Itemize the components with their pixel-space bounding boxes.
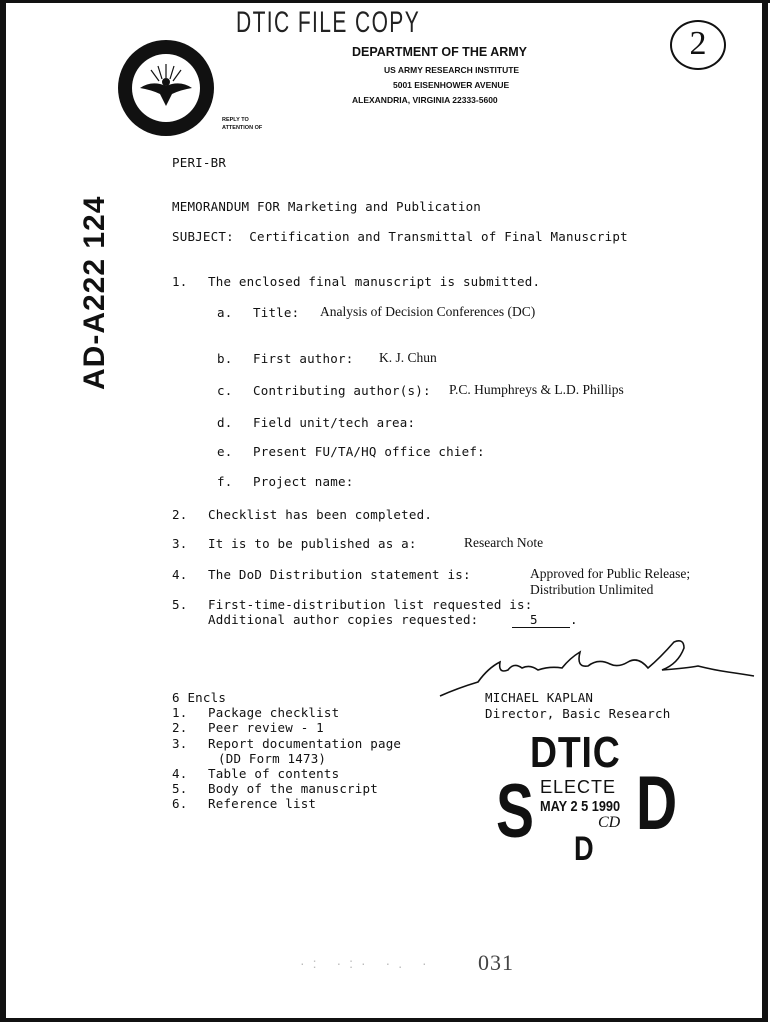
office-symbol: PERI-BR [172, 155, 227, 170]
dtic-stamp-letter-s: S [496, 769, 535, 854]
page-border-right [762, 0, 768, 1022]
dtic-stamp-title: DTIC [530, 728, 621, 777]
dtic-stamp-letter-d-bottom: D [574, 830, 594, 868]
item-b-letter: b. [217, 351, 233, 366]
enclosure-item: Body of the manuscript [208, 781, 378, 796]
item-3-text: It is to be published as a: [208, 536, 417, 551]
item-5-number: 5. [172, 597, 188, 612]
enclosure-num: 1. [172, 705, 188, 720]
eagle-icon [132, 54, 200, 122]
item-2-number: 2. [172, 507, 188, 522]
page-marker-circled: 2 [670, 20, 726, 70]
dod-seal-icon [118, 40, 214, 136]
enclosure-num: 5. [172, 781, 188, 796]
item-c-value: P.C. Humphreys & L.D. Phillips [449, 382, 624, 397]
reply-to-label: REPLY TO [222, 117, 249, 123]
enclosure-item: Report documentation page [208, 736, 402, 751]
letterhead-institute: US ARMY RESEARCH INSTITUTE [384, 65, 520, 75]
dtic-stamp-electe: ELECTE [540, 777, 617, 797]
item-5-copies-label: Additional author copies requested: [208, 612, 479, 627]
dtic-stamp-mark: CD [598, 814, 621, 831]
item-f-label: Project name: [253, 474, 354, 489]
enclosure-item: Table of contents [208, 766, 340, 781]
item-4-value-line2: Distribution Unlimited [530, 582, 654, 597]
signer-title: Director, Basic Research [485, 706, 671, 721]
item-e-letter: e. [217, 444, 233, 459]
item-5-text: First-time-distribution list requested is: [208, 597, 533, 612]
memo-for-line: MEMORANDUM FOR Marketing and Publication [172, 199, 482, 214]
enclosure-num: 4. [172, 766, 188, 781]
item-2-text: Checklist has been completed. [208, 507, 433, 522]
subject-line: SUBJECT: Certification and Transmittal of Final Manuscript [172, 229, 628, 244]
item-3-value: Research Note [464, 535, 544, 550]
item-4-number: 4. [172, 567, 188, 582]
footer-code: 031 [478, 950, 514, 975]
item-d-letter: d. [217, 415, 233, 430]
item-5-period: . [570, 612, 578, 627]
signer-name: MICHAEL KAPLAN [485, 690, 594, 705]
item-e-label: Present FU/TA/HQ office chief: [253, 444, 485, 459]
item-c-letter: c. [217, 383, 233, 398]
item-1-text: The enclosed final manuscript is submitted. [208, 274, 541, 289]
enclosure-num: 3. [172, 736, 188, 751]
enclosures-heading: 6 Encls [172, 690, 227, 705]
enclosure-num: 6. [172, 796, 188, 811]
letterhead-street: 5001 EISENHOWER AVENUE [393, 80, 510, 90]
attention-of-label: ATTENTION OF [222, 125, 263, 131]
letterhead-city: ALEXANDRIA, VIRGINIA 22333-5600 [352, 95, 498, 105]
enclosure-item: Reference list [208, 796, 317, 811]
enclosure-num: 2. [172, 720, 188, 735]
item-3-number: 3. [172, 536, 188, 551]
dtic-file-copy-stamp: DTIC FILE COPY [236, 6, 421, 39]
page-border-bottom [0, 1018, 768, 1022]
item-a-value: Analysis of Decision Conferences (DC) [320, 304, 536, 319]
accession-number: AD-A222 124 [78, 195, 111, 390]
item-f-letter: f. [217, 474, 233, 489]
dtic-stamp-letter-d-right: D [636, 761, 678, 846]
item-a-letter: a. [217, 305, 233, 320]
enclosure-item: Peer review - 1 [208, 720, 324, 735]
item-1-number: 1. [172, 274, 188, 289]
item-b-label: First author: [253, 351, 354, 366]
item-4-value-line1: Approved for Public Release; [530, 566, 691, 581]
author-copies-value: 5 [512, 612, 570, 628]
dtic-stamp-date: MAY 2 5 1990 [540, 798, 621, 815]
item-c-label: Contributing author(s): [253, 383, 431, 398]
item-d-label: Field unit/tech area: [253, 415, 416, 430]
page-border-top [0, 0, 770, 3]
footer-speckles: ·: ·:· ·. · [300, 955, 435, 971]
letterhead-department: DEPARTMENT OF THE ARMY [352, 45, 527, 59]
enclosure-item: Package checklist [208, 705, 340, 720]
item-a-label: Title: [253, 305, 300, 320]
page-border-left [0, 0, 6, 1022]
item-4-text: The DoD Distribution statement is: [208, 567, 471, 582]
item-b-value: K. J. Chun [379, 350, 437, 365]
enclosure-item-continuation: (DD Form 1473) [218, 751, 327, 766]
signature-icon [438, 638, 758, 698]
